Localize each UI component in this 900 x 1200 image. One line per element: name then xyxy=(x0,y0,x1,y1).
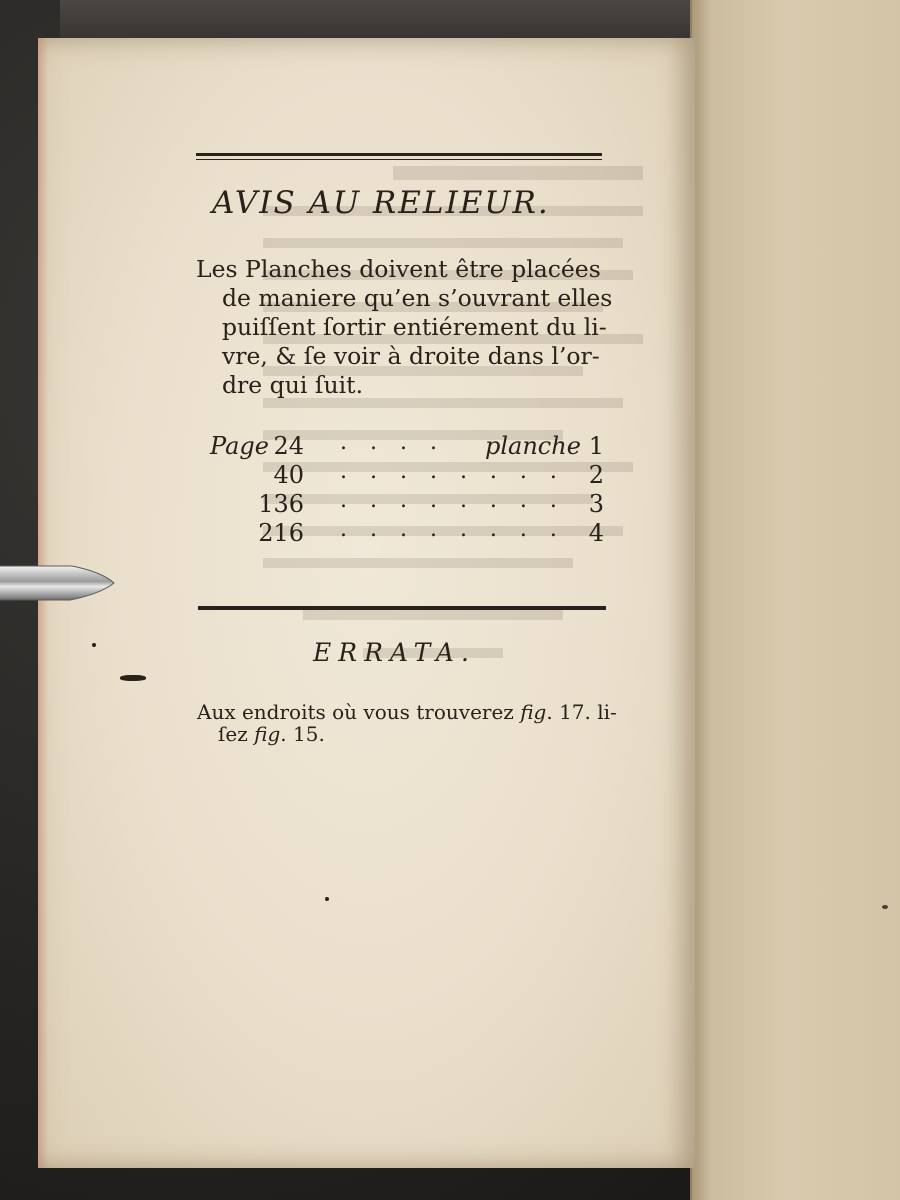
paragraph-line: vre, & ſe voir à droite dans l’or- xyxy=(222,342,600,370)
errata-text: ſez xyxy=(218,722,255,746)
errata-fig: fig xyxy=(520,700,547,724)
double-rule-top-thin xyxy=(196,159,602,160)
plate-row xyxy=(200,490,610,520)
page-number: 216 xyxy=(258,519,304,547)
errata-line xyxy=(197,700,617,724)
page-label: Page xyxy=(210,432,269,460)
paragraph-line: de maniere qu’en s’ouvrant elles xyxy=(222,284,613,312)
plate-number: 1 xyxy=(588,432,604,460)
errata-fig: fig xyxy=(254,722,281,746)
plate-row xyxy=(200,432,610,462)
errata-text: . 17. li- xyxy=(546,700,617,724)
plate-number: 3 xyxy=(588,490,604,518)
plate-label: planche xyxy=(485,432,581,460)
separator-rule xyxy=(198,606,606,610)
page-marker-blade xyxy=(0,560,117,602)
plate-row xyxy=(200,461,610,491)
page-number: 24 xyxy=(273,432,304,460)
ink-speck xyxy=(325,897,329,901)
errata-line xyxy=(218,722,325,746)
errata-text: . 15. xyxy=(280,722,325,746)
leader-dots: . . . . . . . . xyxy=(340,459,565,484)
page-number: 136 xyxy=(258,490,304,518)
paragraph-line: dre qui ſuit. xyxy=(222,371,364,399)
heading: AVIS AU RELIEUR. xyxy=(212,185,550,221)
plate-row xyxy=(200,519,610,549)
leader-dots: . . . . . . . . xyxy=(340,488,565,513)
leader-dots: . . . . xyxy=(340,430,445,455)
double-rule-top xyxy=(196,153,602,156)
plate-number: 2 xyxy=(588,461,604,489)
plate-number: 4 xyxy=(588,519,604,547)
leader-dots: . . . . . . . . xyxy=(340,517,565,542)
paragraph-line: Les Planches doivent être placées xyxy=(196,255,601,283)
ink-speck xyxy=(92,643,96,647)
errata-text: Aux endroits où vous trouverez xyxy=(197,700,521,724)
ink-smudge xyxy=(120,675,146,681)
errata-title: ERRATA. xyxy=(313,638,476,667)
paragraph-line: puiſſent ſortir entiérement du li- xyxy=(222,313,607,341)
page-number: 40 xyxy=(273,461,304,489)
